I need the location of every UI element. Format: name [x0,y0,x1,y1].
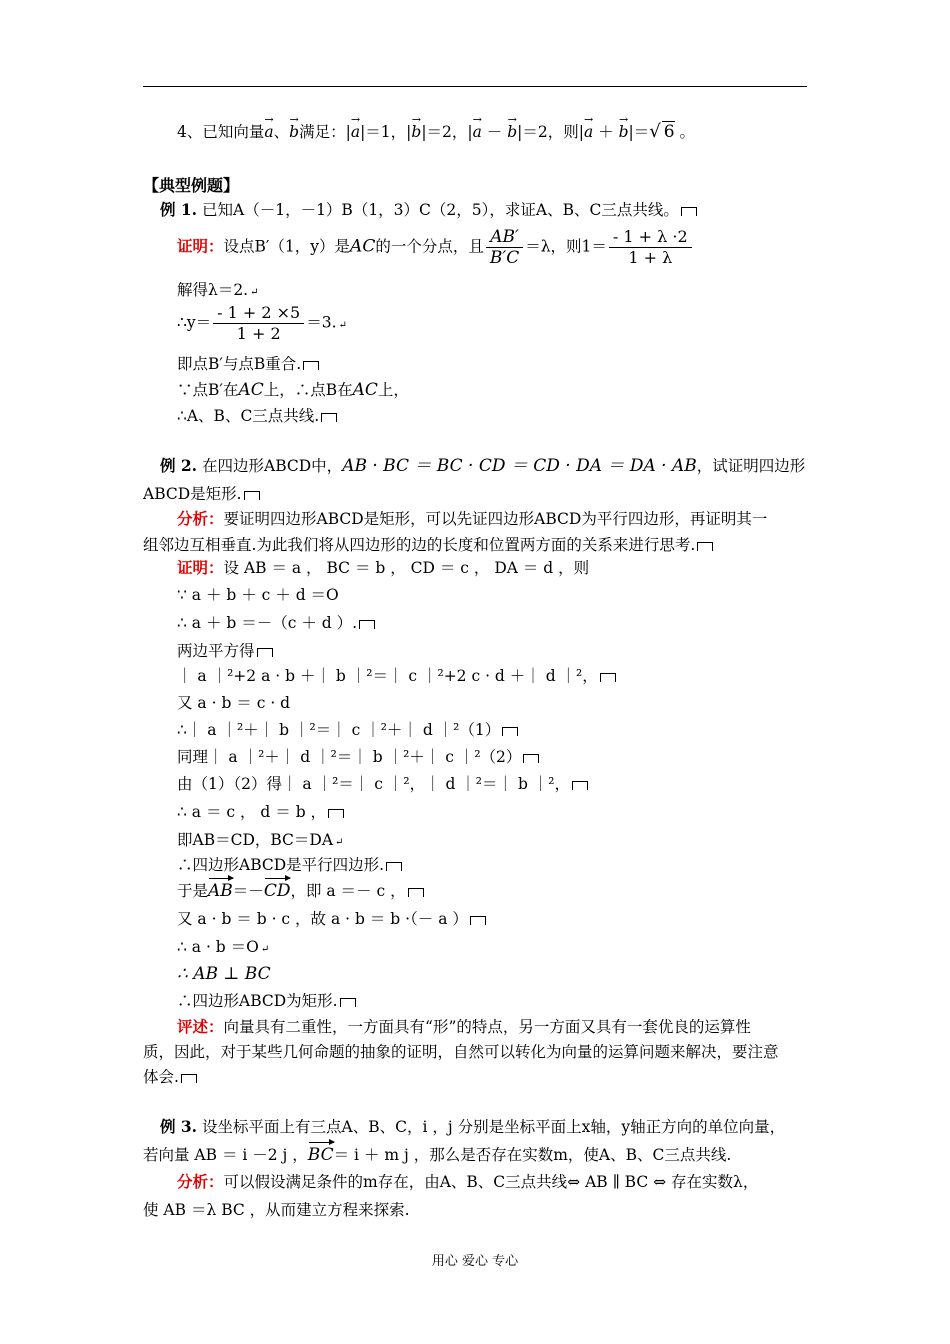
example-1-y-value: ∴y＝ $\frac{- 1 + 2 \times 5}{1 + 2}$ ＝3. ↵ [177,303,347,343]
example-2-analysis-cont: 组邻边互相垂直.为此我们将从四边形的边的长度和位置两方面的关系来进行思考. [143,535,713,555]
example-1-solve: 解得λ＝2. ↵ [177,280,259,303]
example-1-coincide: 即点B′与点B重合. [177,354,319,374]
paragraph-mark: ↵ [335,837,344,848]
paragraph-mark [697,542,713,551]
paragraph-mark [359,620,375,629]
paragraph-mark [244,491,260,500]
paragraph-mark [181,1074,197,1083]
vector-b: → b [289,122,299,142]
example-3-analysis: 分析：可以假设满足条件的m存在，由A、B、C三点共线⇔ AB ∥ BC ⇔ 存在实数λ， [177,1172,759,1191]
example-2-proof-4: 两边平方得 [177,641,273,661]
example-1-proof-line: 证明：设点B′（1，y）是AC的一个分点，且 $\frac{AB'}{B'C}$ ＝λ，则1＝ $\frac{- 1 + \lambda \cdot 2}{1 + \lambda}$ [177,227,694,268]
vector-a: → a [584,122,593,142]
vector-a: → a [473,122,482,142]
vector-ab: AB [208,881,233,901]
vector-cd: CD [263,881,291,901]
example-2-statement-cont: ABCD是矩形. [143,484,260,504]
example-2-proof-8: 同理｜ a ｜²＋｜ d ｜²＝｜ b ｜²＋｜ c ｜²（2） [177,747,539,767]
paragraph-mark [502,727,518,736]
example-1-conclusion: ∴A、B、C三点共线. [177,406,337,426]
example-2-proof-5: ｜ a ｜²+2 a · b ＋｜ b ｜²＝｜ c ｜²+2 c · d ＋｜ d ｜²， [177,666,616,686]
example-2-proof-7: ∴｜ a ｜²＋｜ b ｜²＝｜ c ｜²＋｜ d ｜²（1） [177,720,518,740]
paragraph-mark [600,673,616,682]
example-2-statement: 例 2. 在四边形ABCD中，AB · BC ＝ BC · CD ＝ CD · DA ＝ DA · AB，试证明四边形 [160,456,806,476]
example-2-proof-17: ∴四边形ABCD为矩形. [177,991,356,1011]
example-2-proof-16: ∴ AB ⊥ BC [177,964,271,984]
example-3-statement: 例 3. 设坐标平面上有三点A、B、C，i ，j 分别是坐标平面上x轴，y轴正方向的单位向量， [160,1117,786,1136]
vector-bc: BC [307,1145,334,1165]
example-2-proof-6: 又 a · b ＝ c · d [177,694,291,712]
paragraph-mark [303,361,319,370]
example-2-comment-2: 质，因此，对于某些几何命题的抽象的证明，自然可以转化为向量的运算问题来解决，要注意 [143,1043,779,1061]
header-rule [143,86,807,87]
vector-b: → b [619,122,629,142]
paragraph-mark [340,998,356,1007]
example-2-proof-3: ∴ a ＋ b ＝－（c ＋ d ）. [177,613,375,633]
paragraph-mark [321,413,337,422]
example-1-statement: 例 1. 已知A（－1，－1）B（1，3）C（2，5），求证A、B、C三点共线。 [160,200,697,220]
example-2-proof-9: 由（1）（2）得｜ a ｜²＝｜ c ｜²，｜ d ｜²＝｜ b ｜²， [177,774,588,794]
vector-b: → b [507,122,517,142]
paragraph-mark [386,862,402,871]
lambda-fraction: $\frac{- 1 + \lambda \cdot 2}{1 + \lambda}$ [609,227,692,268]
y-fraction: $\frac{- 1 + 2 \times 5}{1 + 2}$ [213,303,304,344]
paragraph-mark [470,916,486,925]
paragraph-mark: ↵ [250,287,259,298]
paragraph-mark [257,648,273,657]
example-2-proof-1: 证明：设 AB ＝ a ， BC ＝ b ， CD ＝ c ， DA ＝ d ，则 [177,558,590,577]
example-2-proof-10: ∴ a ＝ c ， d ＝ b ， [177,802,344,822]
example-1-because: ∵点B′在AC上，∴点B在AC上， [177,380,409,400]
example-2-comment: 评述：向量具有二重性，一方面具有“形”的特点，另一方面又具有一套优良的运算性 [177,1017,751,1036]
paragraph-mark [328,809,344,818]
question-4: 4、已知向量→ a、→ b满足：|→ a|＝1，|→ b|＝2，|→ a － → b|＝2，则|→ a ＋ → b|＝√ 6 。 [177,121,695,142]
page-footer: 用心 爱心 专心 [431,1254,519,1269]
paragraph-mark: ↵ [260,944,270,955]
paragraph-mark [681,207,697,216]
example-3-statement-cont: 若向量 AB ＝ i －2 j ，BC＝ i ＋ m j ，那么是否存在实数m，使A、B、C三点共线. [143,1145,732,1165]
paragraph-mark [572,781,588,790]
sqrt-symbol: √ [649,121,661,142]
example-2-proof-13: 于是AB＝－CD，即 a ＝－ c ， [177,881,424,901]
paragraph-mark: ↵ [338,319,347,331]
example-2-proof-11: 即AB＝CD，BC＝DA ↵ [177,830,343,853]
vector-a: → a [351,122,360,142]
paragraph-mark [523,754,539,763]
section-title: 【典型例题】 [143,176,240,195]
example-2-comment-3: 体会. [143,1067,197,1087]
vector-a: → a [264,122,273,142]
ratio-fraction: $\frac{AB'}{B'C}$ [486,227,523,268]
example-2-proof-12: ∴四边形ABCD是平行四边形. [177,855,402,875]
example-2-proof-2: ∵ a ＋ b ＋ c ＋ d ＝O [177,586,339,604]
example-3-analysis-cont: 使 AB ＝λ BC ，从而建立方程来探索. [143,1201,410,1219]
paragraph-mark [408,888,424,897]
vector-b: → b [411,122,421,142]
example-2-proof-15: ∴ a · b ＝O ↵ [177,937,269,960]
example-2-analysis: 分析：要证明四边形ABCD是矩形，可以先证四边形ABCD为平行四边形，再证明其一 [177,509,768,528]
sqrt-value: 6 [663,122,675,142]
example-2-proof-14: 又 a · b ＝ b · c ，故 a · b ＝ b ·（－ a ） [177,909,486,929]
